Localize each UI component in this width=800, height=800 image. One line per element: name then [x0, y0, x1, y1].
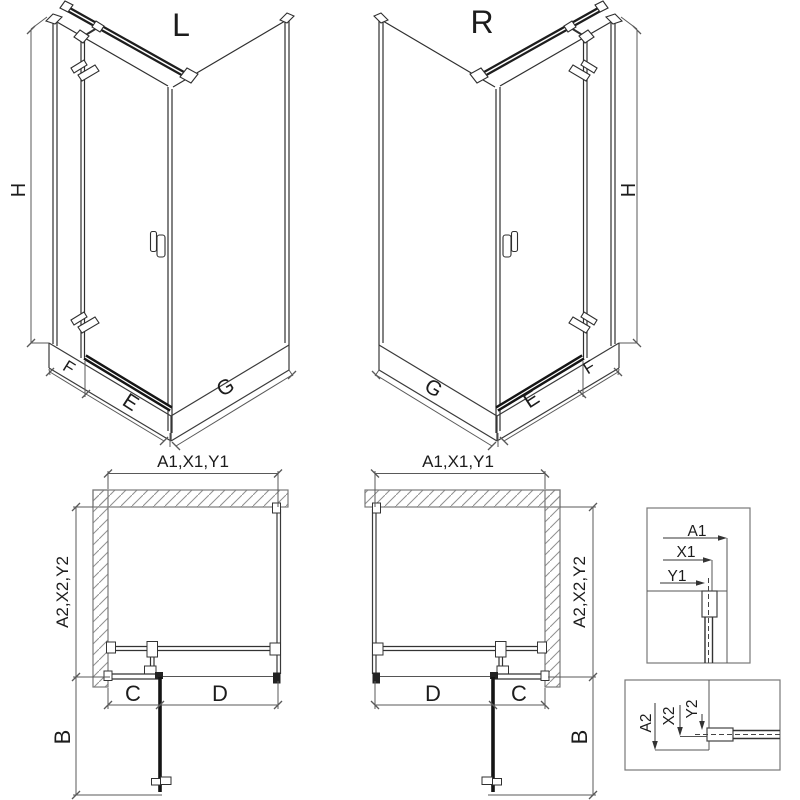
detail-top-a1-label: A1: [687, 523, 707, 540]
plan-right-door-label: D: [425, 681, 441, 706]
plan-right-fixed-label: C: [511, 681, 527, 706]
plan-view-left-geometry: [104, 470, 282, 793]
arrowhead-x1: [703, 557, 712, 563]
dim-label-height-left: H: [8, 182, 30, 198]
plan-left-walls: [93, 490, 288, 687]
arrowhead-a2: [652, 741, 658, 750]
plan-right-width-label: A1,X1,Y1: [422, 452, 494, 471]
wall-profile-section: [702, 591, 717, 617]
plan-right-depth-label: A2,X2,Y2: [570, 556, 589, 628]
dim-label-fixed-right: F: [579, 356, 599, 379]
detail-top-x1-label: X1: [676, 544, 696, 561]
arrowhead-y2: [699, 721, 705, 730]
detail-bottom-a2-label: A2: [638, 713, 655, 733]
plan-left-clearance-label: B: [50, 729, 75, 745]
plan-left-width-label: A1,X1,Y1: [157, 452, 229, 471]
plan-right-clearance-label: B: [567, 729, 592, 745]
detail-bottom-x2-label: X2: [661, 706, 678, 726]
arrowhead-x2: [677, 727, 683, 736]
dim-label-height-right: H: [618, 182, 640, 198]
label-variant-right: R: [470, 4, 494, 40]
plan-right-walls: [365, 490, 560, 687]
plan-left-fixed-label: C: [125, 681, 141, 706]
detail-bottom-y2-label: Y2: [684, 699, 701, 719]
arrowhead-a1: [718, 535, 727, 541]
plan-left-door-label: D: [212, 681, 228, 706]
label-variant-left: L: [172, 7, 190, 43]
iso-view-left-geometry: [27, 1, 296, 450]
dim-label-side-left: G: [212, 373, 239, 402]
arrowhead-y1: [696, 580, 705, 586]
detail-top-y1-label: Y1: [667, 568, 687, 585]
dim-label-fixed-left: F: [59, 356, 79, 379]
dim-label-door-left: E: [118, 389, 143, 417]
plan-left-depth-label: A2,X2,Y2: [53, 556, 72, 628]
dim-label-door-right: E: [519, 386, 544, 414]
dim-label-side-right: G: [420, 374, 447, 403]
iso-view-right-geometry: [372, 1, 641, 450]
plan-view-right-geometry: [371, 470, 549, 793]
